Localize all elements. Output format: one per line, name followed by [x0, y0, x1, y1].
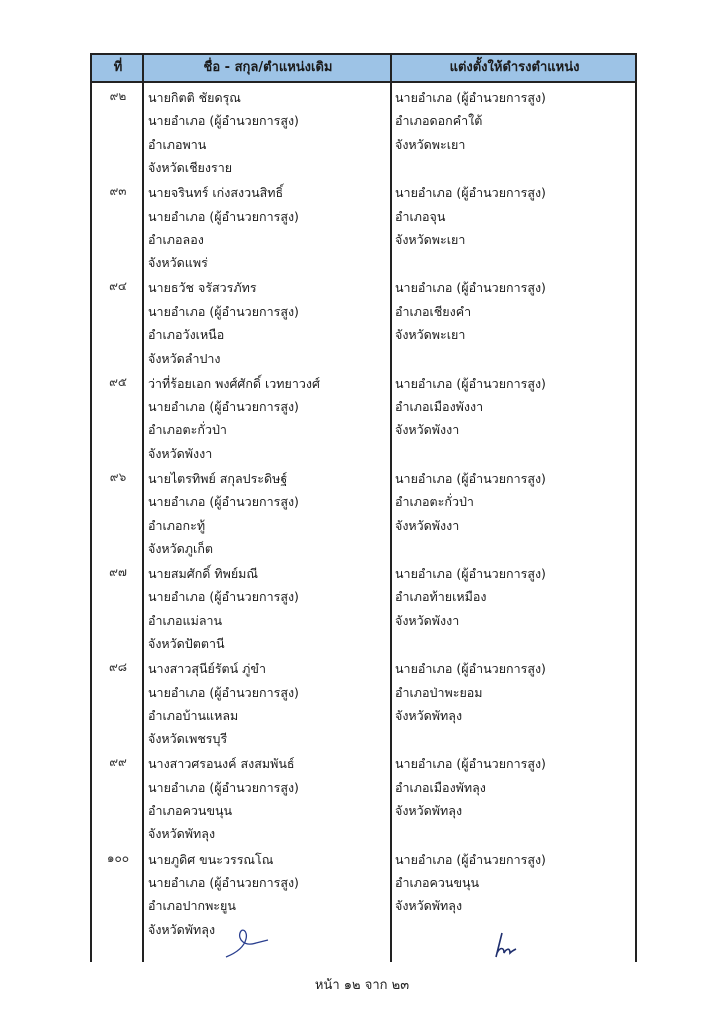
cell-line: อำเภอปากพะยูน [148, 898, 236, 914]
table-body [92, 83, 635, 940]
cell-line: นายอำเภอ (ผู้อำนวยการสูง) [395, 565, 546, 581]
cell-line: นายสมศักดิ์ ทิพย์มณี [148, 565, 258, 581]
new-position-cell [395, 752, 635, 822]
cell-line: อำเภอแม่ลาน [148, 612, 223, 628]
row-number: ๙๕ [109, 374, 127, 389]
table-header [92, 55, 635, 83]
cell-line: จังหวัดภูเก็ต [148, 540, 214, 556]
cell-line: นายอำเภอ (ผู้อำนวยการสูง) [148, 494, 299, 510]
old-position-cell [148, 657, 388, 751]
cell-line: จังหวัดพังงา [395, 422, 460, 438]
table-row [92, 369, 635, 464]
cell-line: จังหวัดพัทลุง [148, 921, 216, 937]
cell-line: นายภูดิศ ขนะวรรณโณ [148, 851, 274, 867]
cell-line: อำเภอวังเหนือ [148, 327, 225, 343]
cell-line: จังหวัดเชียงราย [148, 160, 233, 176]
cell-line: จังหวัดพังงา [395, 517, 460, 533]
old-position-cell [148, 86, 388, 180]
cell-line: นายอำเภอ (ผู้อำนวยการสูง) [148, 589, 299, 605]
table-row [92, 749, 635, 844]
table-row [92, 83, 635, 178]
old-position-cell [148, 181, 388, 275]
cell-line: นายอำเภอ (ผู้อำนวยการสูง) [395, 280, 546, 296]
new-position-cell [395, 848, 635, 918]
row-number: ๙๗ [109, 564, 127, 579]
cell-line: นายอำเภอ (ผู้อำนวยการสูง) [395, 661, 546, 677]
cell-line: อำเภอกะทู้ [148, 517, 206, 533]
cell-line: นายธวัช จรัสวรภัทร [148, 280, 257, 296]
cell-line: นายอำเภอ (ผู้อำนวยการสูง) [395, 185, 546, 201]
cell-line: อำเภอจุน [395, 208, 446, 224]
table-row [92, 464, 635, 559]
row-number: ๙๔ [109, 279, 127, 294]
new-position-cell [395, 372, 635, 442]
cell-line: จังหวัดพัทลุง [395, 898, 463, 914]
page-number: หน้า ๑๒ จาก ๒๓ [314, 978, 410, 993]
new-position-cell [395, 657, 635, 727]
cell-line: นายอำเภอ (ผู้อำนวยการสูง) [148, 113, 299, 129]
row-number: ๙๖ [109, 469, 127, 484]
cell-line: ว่าที่ร้อยเอก พงศ์ศักดิ์ เวทยาวงศ์ [148, 375, 320, 391]
cell-line: อำเภอดอกคำใต้ [395, 113, 483, 129]
old-position-cell [148, 562, 388, 656]
cell-line: อำเภอลอง [148, 231, 204, 247]
new-position-cell [395, 181, 635, 251]
cell-line: จังหวัดพะเยา [395, 327, 466, 343]
cell-line: อำเภอตะกั่วป่า [148, 422, 227, 438]
cell-line: อำเภอตะกั่วป่า [395, 494, 474, 510]
cell-line: นายอำเภอ (ผู้อำนวยการสูง) [395, 470, 546, 486]
table-row [92, 273, 635, 368]
cell-line: จังหวัดลำปาง [148, 350, 221, 366]
cell-line: นายอำเภอ (ผู้อำนวยการสูง) [148, 779, 299, 795]
cell-line: จังหวัดเพชรบุรี [148, 731, 228, 747]
cell-line: จังหวัดพัทลุง [148, 826, 216, 842]
cell-line: จังหวัดปัตตานี [148, 636, 225, 652]
cell-line: นายอำเภอ (ผู้อำนวยการสูง) [395, 90, 546, 105]
cell-line: อำเภอบ้านแหลม [148, 707, 239, 723]
cell-line: นายอำเภอ (ผู้อำนวยการสูง) [395, 375, 546, 391]
cell-line: จังหวัดแพร่ [148, 255, 208, 271]
table-row [92, 178, 635, 273]
cell-line: จังหวัดพะเยา [395, 231, 466, 247]
appointment-table [90, 53, 637, 962]
table-row [92, 654, 635, 749]
cell-line: จังหวัดพัทลุง [395, 803, 463, 819]
table-row [92, 559, 635, 654]
cell-line: นายอำเภอ (ผู้อำนวยการสูง) [148, 208, 299, 224]
cell-line: นายอำเภอ (ผู้อำนวยการสูง) [148, 398, 299, 414]
header-old-position: ชื่อ - สกุล/ตำแหน่งเดิม [203, 60, 333, 75]
cell-line: นายอำเภอ (ผู้อำนวยการสูง) [148, 303, 299, 319]
new-position-cell [395, 467, 635, 537]
cell-line: อำเภอเมืองพัทลุง [395, 779, 486, 795]
cell-line: จังหวัดพังงา [148, 445, 213, 461]
cell-line: นายอำเภอ (ผู้อำนวยการสูง) [395, 851, 546, 867]
old-position-cell [148, 372, 388, 466]
new-position-cell [395, 562, 635, 632]
cell-line: อำเภอควนขนุน [148, 803, 233, 819]
cell-line: อำเภอท้ายเหมือง [395, 589, 487, 605]
cell-line: อำเภอพาน [148, 136, 207, 152]
cell-line: นางสาวสุนีย์รัตน์ ภู่ขำ [148, 661, 266, 677]
cell-line: จังหวัดพะเยา [395, 136, 466, 152]
cell-line: อำเภอเชียงคำ [395, 303, 472, 319]
cell-line: นายอำเภอ (ผู้อำนวยการสูง) [148, 874, 299, 890]
cell-line: นายไตรทิพย์ สกุลประดิษฐ์ [148, 470, 288, 486]
new-position-cell [395, 86, 635, 156]
row-number: ๑๐๐ [106, 850, 130, 865]
cell-line: อำเภอควนขนุน [395, 874, 480, 890]
old-position-cell [148, 467, 388, 561]
cell-line: จังหวัดพัทลุง [395, 707, 463, 723]
cell-line: นายจรินทร์ เก่งสงวนสิทธิ์ [148, 185, 284, 201]
cell-line: นางสาวศรอนงค์ สงสมพันธ์ [148, 756, 295, 772]
cell-line: นายกิตติ ชัยดรุณ [148, 90, 241, 105]
cell-line: อำเภอเมืองพังงา [395, 398, 484, 414]
old-position-cell [148, 276, 388, 370]
row-number: ๙๒ [109, 89, 127, 103]
cell-line: นายอำเภอ (ผู้อำนวยการสูง) [148, 684, 299, 700]
cell-line: นายอำเภอ (ผู้อำนวยการสูง) [395, 756, 546, 772]
signature-right [492, 931, 522, 961]
row-number: ๙๘ [108, 660, 128, 675]
old-position-cell [148, 752, 388, 846]
signature-left [222, 925, 272, 961]
new-position-cell [395, 276, 635, 346]
cell-line: จังหวัดพังงา [395, 612, 460, 628]
row-number: ๙๙ [109, 755, 127, 770]
header-new-position: แต่งตั้งให้ดำรงตำแหน่ง [449, 60, 580, 75]
table-row [92, 845, 635, 940]
header-num: ที่ [113, 60, 123, 75]
cell-line: อำเภอป่าพะยอม [395, 684, 483, 700]
row-number: ๙๓ [109, 184, 127, 199]
